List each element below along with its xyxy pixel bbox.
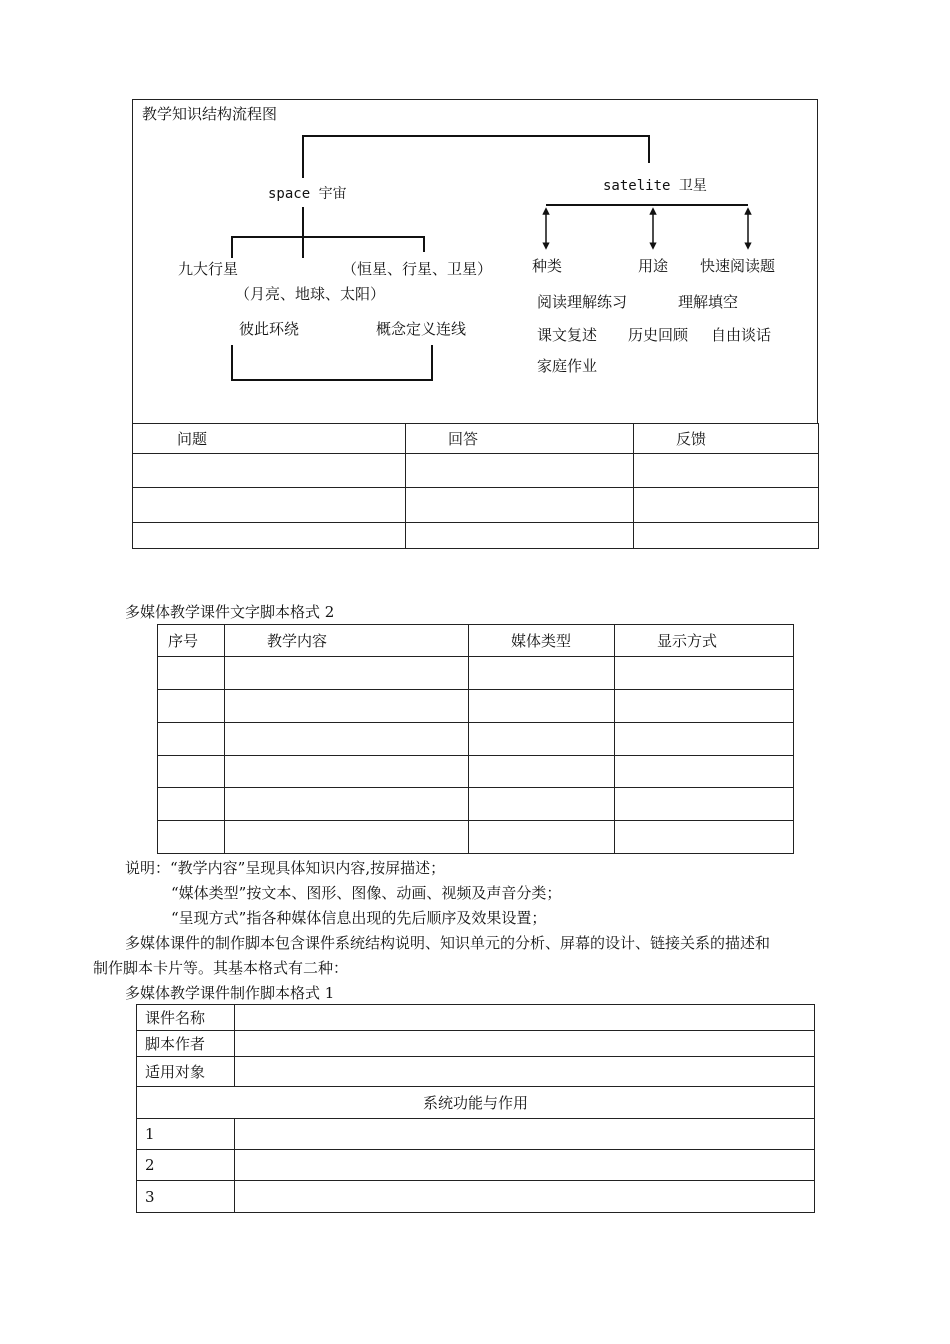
table-row bbox=[137, 1005, 815, 1031]
activity-homework: 家庭作业 bbox=[537, 357, 598, 375]
concept-label: 概念定义连线 bbox=[376, 320, 467, 338]
activity-free-talk: 自由谈话 bbox=[711, 326, 772, 344]
stars-label: （恒星、行星、卫星） bbox=[342, 260, 493, 278]
label-courseware-name: 课件名称 bbox=[137, 1005, 235, 1031]
header-feedback: 反馈 bbox=[634, 424, 819, 454]
table-row bbox=[133, 488, 819, 523]
activity-reading: 阅读理解练习 bbox=[537, 293, 628, 311]
table-row bbox=[137, 1119, 815, 1150]
row-number-3: 3 bbox=[137, 1181, 235, 1213]
header-answer: 回答 bbox=[406, 424, 634, 454]
label-script-author: 脚本作者 bbox=[137, 1031, 235, 1057]
header-display-mode: 显示方式 bbox=[615, 625, 794, 657]
table-row bbox=[158, 657, 794, 690]
activity-cloze: 理解填空 bbox=[678, 293, 739, 311]
table-row bbox=[137, 1057, 815, 1087]
top-connector bbox=[303, 136, 649, 178]
orbit-label: 彼此环绕 bbox=[239, 320, 300, 338]
uses-label: 用途 bbox=[638, 257, 669, 275]
space-node: space 宇宙 bbox=[268, 186, 347, 202]
format1-title: 多媒体教学课件制作脚本格式 1 bbox=[125, 984, 335, 1002]
table-header-row bbox=[133, 424, 819, 454]
types-label: 种类 bbox=[532, 257, 563, 275]
row-number-2: 2 bbox=[137, 1150, 235, 1181]
row-number-1: 1 bbox=[137, 1119, 235, 1150]
moon-label: （月亮、地球、太阳） bbox=[235, 285, 386, 303]
table-row bbox=[137, 1181, 815, 1213]
header-index: 序号 bbox=[158, 625, 225, 657]
table-row bbox=[133, 454, 819, 488]
feedback-table bbox=[132, 423, 819, 549]
table-row bbox=[137, 1031, 815, 1057]
paragraph-line-1: 多媒体课件的制作脚本包含课件系统结构说明、知识单元的分析、屏幕的设计、链接关系的描述和 bbox=[125, 934, 771, 952]
table-row bbox=[158, 788, 794, 821]
table-row bbox=[137, 1087, 815, 1119]
planets-label: 九大行星 bbox=[178, 260, 239, 278]
format2-title: 多媒体教学课件文字脚本格式 2 bbox=[125, 603, 335, 621]
header-content: 教学内容 bbox=[225, 625, 469, 657]
bottom-connector bbox=[232, 345, 432, 380]
table-row bbox=[137, 1150, 815, 1181]
note-line-1: 说明：“教学内容”呈现具体知识内容,按屏描述； bbox=[125, 859, 446, 877]
header-media-type: 媒体类型 bbox=[469, 625, 615, 657]
format2-table bbox=[157, 624, 794, 854]
note-line-3: “呈现方式”指各种媒体信息出现的先后顺序及效果设置； bbox=[171, 909, 547, 927]
table-row bbox=[158, 723, 794, 756]
note-line-2: “媒体类型”按文本、图形、图像、动画、视频及声音分类； bbox=[171, 884, 562, 902]
paragraph-line-2: 制作脚本卡片等。其基本格式有二种： bbox=[93, 959, 349, 977]
space-branch bbox=[232, 207, 424, 258]
flowchart-title: 教学知识结构流程图 bbox=[142, 105, 278, 123]
section-system-function: 系统功能与作用 bbox=[137, 1087, 815, 1119]
label-target-audience: 适用对象 bbox=[137, 1057, 235, 1087]
header-question: 问题 bbox=[133, 424, 406, 454]
format1-table bbox=[136, 1004, 815, 1213]
table-row bbox=[158, 756, 794, 788]
table-row bbox=[133, 523, 819, 549]
satellite-node: satelite 卫星 bbox=[603, 178, 707, 194]
table-header-row bbox=[158, 625, 794, 657]
fast-reading-label: 快速阅读题 bbox=[700, 257, 776, 275]
table-row bbox=[158, 690, 794, 723]
activity-retell: 课文复述 bbox=[537, 326, 598, 344]
activity-history: 历史回顾 bbox=[628, 326, 689, 344]
table-row bbox=[158, 821, 794, 854]
